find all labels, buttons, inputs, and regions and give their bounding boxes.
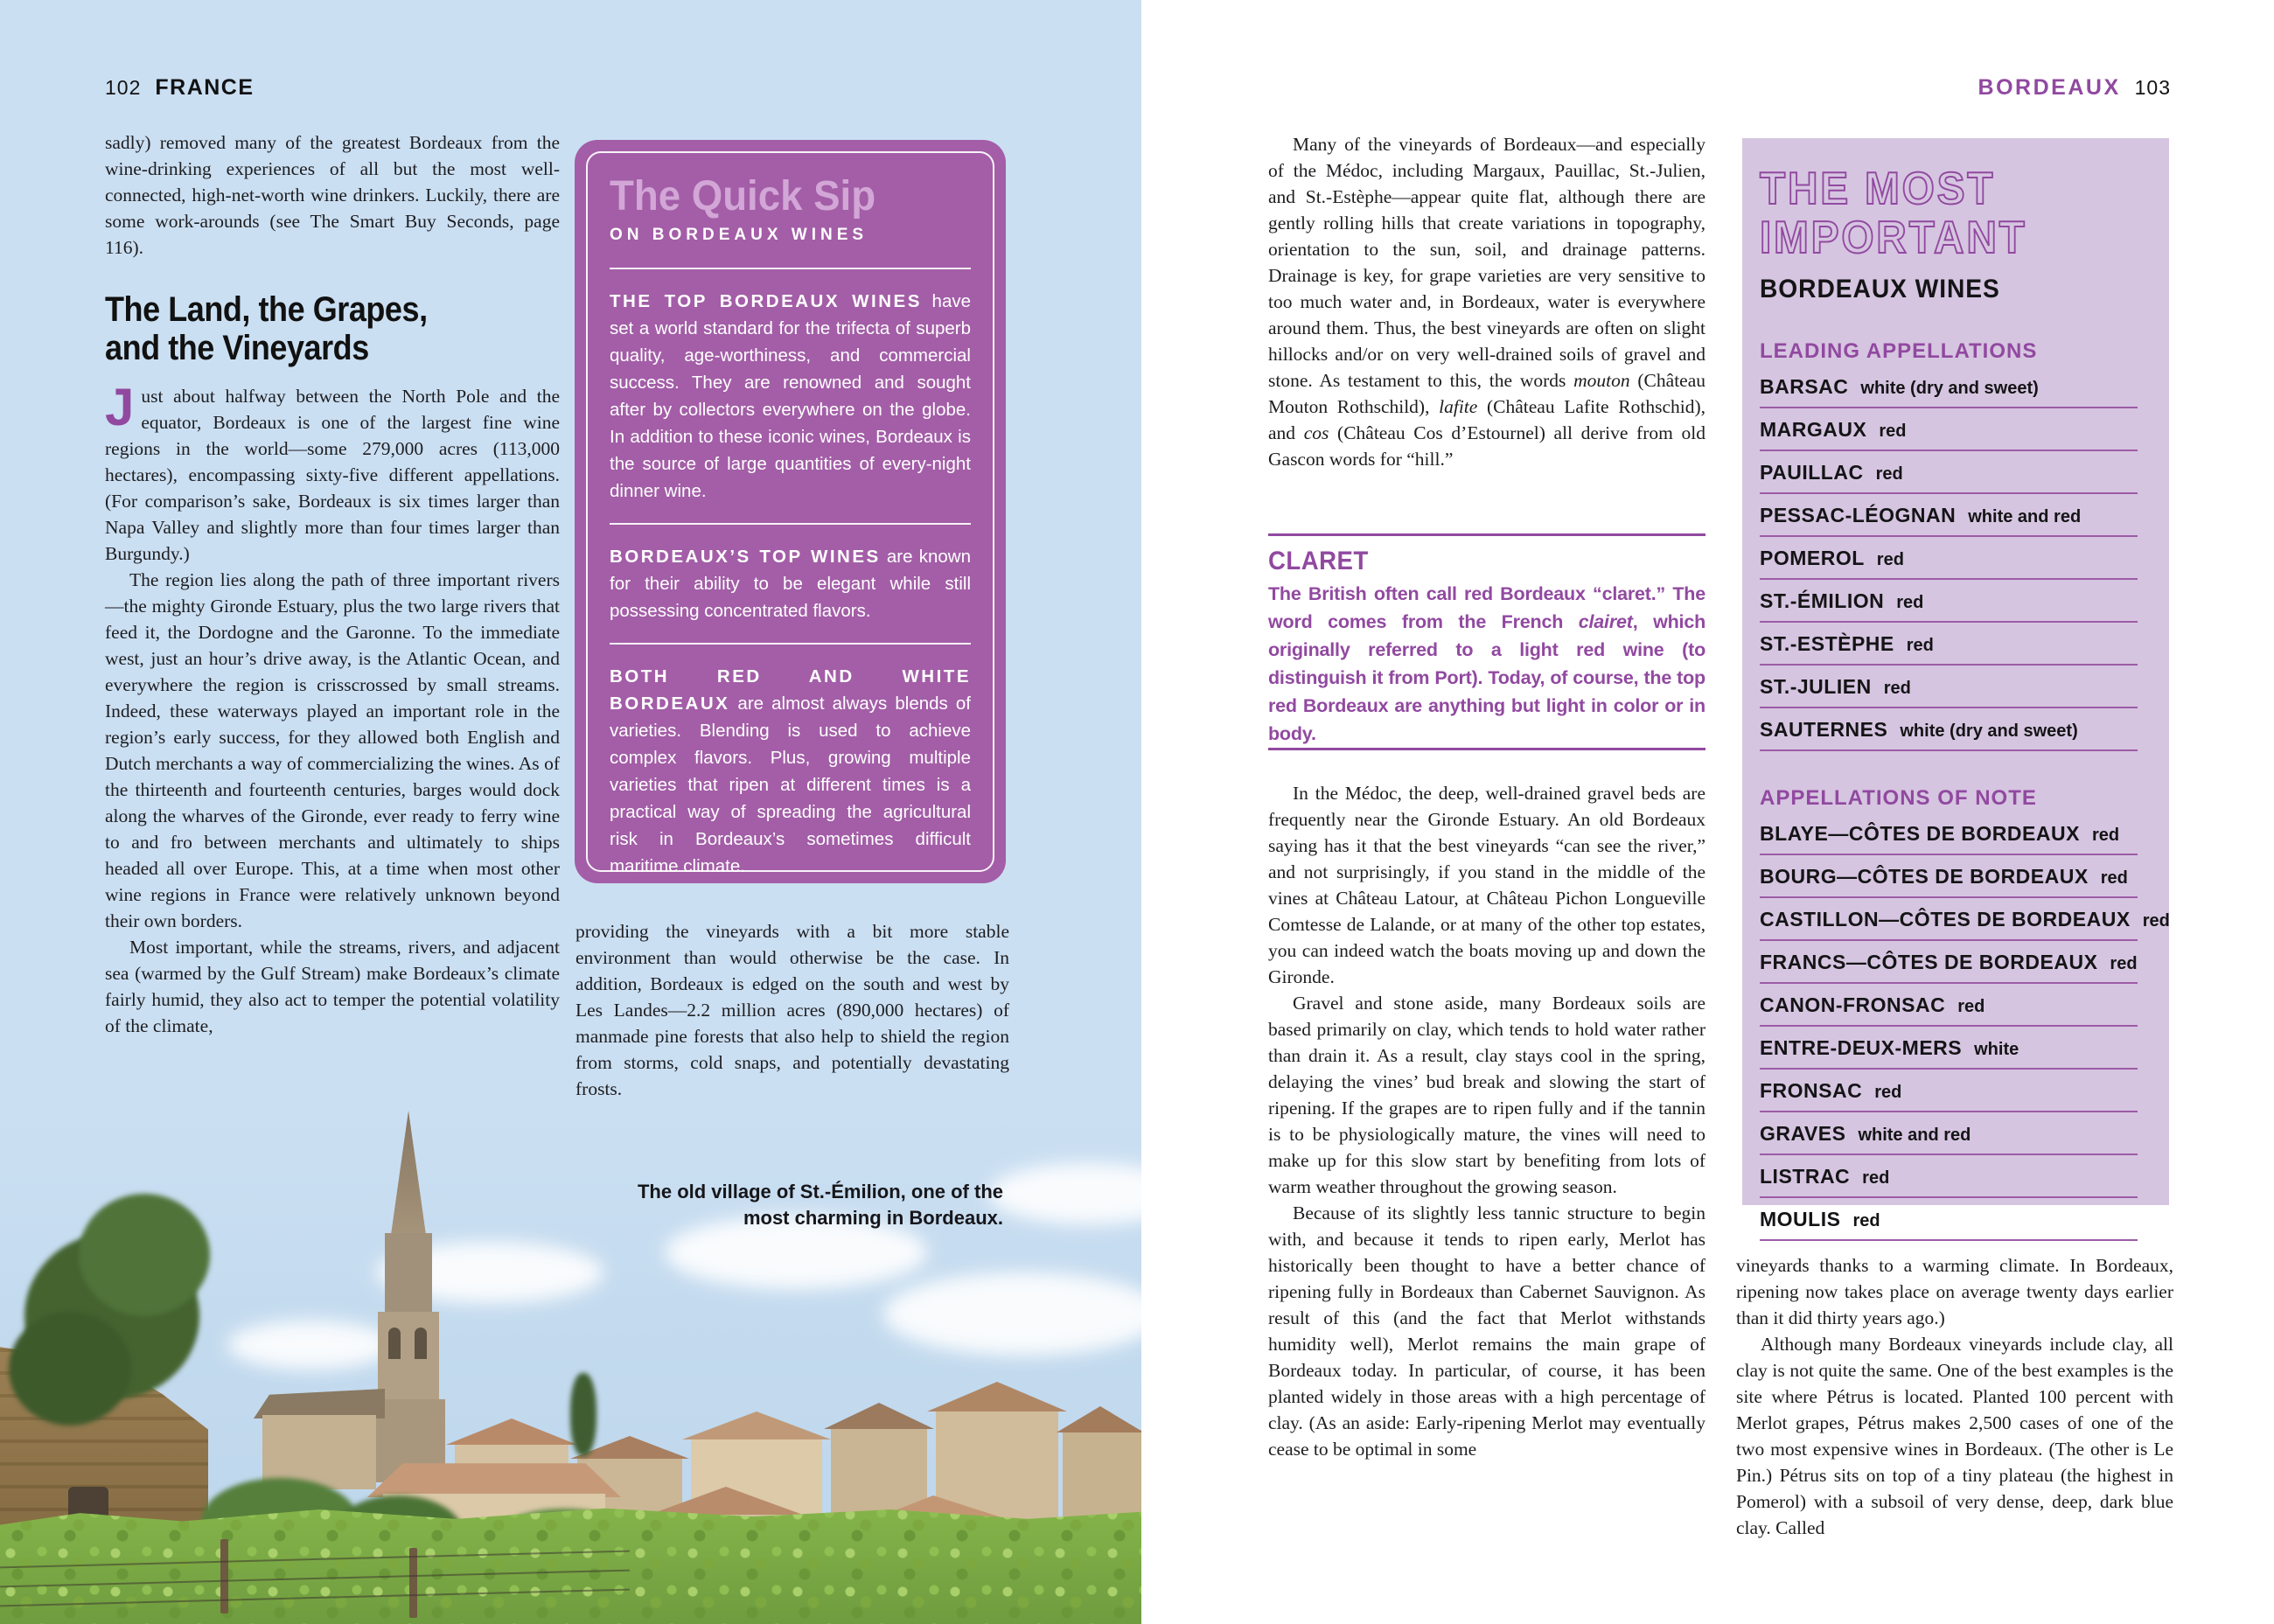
church-window [388, 1328, 401, 1359]
leading-appellations-heading: LEADING APPELLATIONS [1760, 339, 2038, 363]
page-right [1141, 0, 2274, 1624]
page-number-right: 103 [2134, 76, 2171, 99]
appellation-row: GRAVES white and red [1760, 1112, 2138, 1155]
running-head-left [105, 75, 255, 101]
paragraph: Most important, while the streams, rivers, and adjacent sea (warmed by the Gulf Stream) make Bordeaux’s climate fairly humid, they also act to temper the potential volatility of the climate, [105, 937, 560, 1036]
photo-caption: The old village of St.-Émilion, one of the most charming in Bordeaux. [637, 1181, 1003, 1229]
cloud [227, 1321, 394, 1370]
divider [1268, 533, 1706, 536]
divider [610, 523, 971, 525]
appellation-row: CASTILLON—CÔTES DE BORDEAUX red [1760, 898, 2138, 941]
house-roof [367, 1459, 621, 1497]
paragraph: Although many Bordeaux vineyards include clay, all clay is not quite the same. One of the best examples is the site where Pétrus is located. Planted 100 percent with Merlot grapes, Pétrus makes 2,500 cases of one of the two most expensive wines in Bordeaux. (The other is Le Pin.) Pétrus sits on top of a tiny plateau (the highest in Pomerol) with a subsoil of very dense, deep, dark blue clay. Called [1736, 1334, 2173, 1538]
tree [9, 1312, 131, 1425]
paragraph: Gravel and stone aside, many Bordeaux soils are based primarily on clay, which tends to hold water rather than drain it. As a result, clay stays cool in the spring, delaying the vines’ bud break and slowing the start of ripening. If the grapes are to ripen fully and if the tannin is to be physiologically mature, the vines will need to make up for this slow start by benefiting from lots of warm weather throughout the growing season. [1268, 993, 1706, 1197]
paragraph: The region lies along the path of three important rivers—the mighty Gironde Estuary, plus the two large rivers that feed it, the Dordogne and the Garonne. To the immediate west, just an hour’s drive away, is the Atlantic Ocean, and everywhere the region is crisscrossed by small streams. Indeed, these waterways played an important role in the region’s early success, for they allowed both English and Dutch merchants a way of commercializing the wines. As of the thirteenth and fourteenth centuries, barges would dock along the wharves of the Gironde, ever ready to ferry wine to and fro between merchants and ultimately to ships headed all over Europe. This, at a time when most other wine regions in France were relatively unknown beyond their own borders. [105, 569, 560, 931]
left-column-2 [575, 918, 1009, 1102]
appellation-row: ST.-JULIEN red [1760, 666, 2138, 708]
appellation-row: BLAYE—CÔTES DE BORDEAUX red [1760, 812, 2138, 855]
paragraph: vineyards thanks to a warming climate. In Bordeaux, ripening now takes place on average twenty days earlier than it did thirty years ago.) [1736, 1255, 2173, 1328]
divider [610, 268, 971, 269]
intro-paragraph: sadly) removed many of the greatest Bordeaux from the wine-drinking experiences of all but the most well-connected, high-net-worth wine drinkers. Luckily, there are some work-arounds (see The Smart Buy Seconds, page 116). [105, 132, 560, 258]
church-window [415, 1328, 427, 1359]
appellation-row: ENTRE-DEUX-MERS white [1760, 1027, 2138, 1070]
running-title-right: BORDEAUX [1978, 75, 2121, 100]
appellation-row: MARGAUX red [1760, 408, 2138, 451]
quick-sip-subtitle: ON BORDEAUX WINES [610, 226, 868, 244]
divider [610, 643, 971, 645]
paragraph: Many of the vineyards of Bordeaux—and especially of the Médoc, including Margaux, Pauillac, St.-Julien, and St.-Estèphe—appear quite flat, although there are gently rolling hills that create variations in topography, orientation to the sun, soil, and drainage patterns. Drainage is key, for grape varieties are very sensitive to too much water and, in Bordeaux, water is everywhere around them. Thus, the best vineyards are often on slight hillocks and/or on very well-drained soils of gravel and stone. As testament to this, the words mouton (Château Mouton Rothschild), lafite (Château Lafite Rothschid), and cos (Château Cos d’Estournel) all derive from old Gascon words for “hill.” [1268, 134, 1706, 470]
vineyard [0, 1506, 1141, 1624]
quick-sip-box [575, 140, 1006, 883]
appellation-row: PESSAC-LÉOGNAN white and red [1760, 494, 2138, 537]
appellation-row: ST.-ESTÈPHE red [1760, 623, 2138, 666]
paragraph: In the Médoc, the deep, well-drained gravel beds are frequently near the Gironde Estuary. An old Bordeaux saying has it that the best vineyards “can see the river,” and not surprisingly, if you stand in the middle of the vines at Château Latour, at Château Pichon Longueville Comtesse de Lalande, or at many of the other top estates, you can indeed watch the boats moving up and down the Gironde. [1268, 783, 1706, 987]
appellation-row: CANON-FRONSAC red [1760, 984, 2138, 1027]
appellation-row: FRANCS—CÔTES DE BORDEAUX red [1760, 941, 2138, 984]
quick-sip-section: BOTH RED AND WHITE BORDEAUX are almost always blends of varieties. Blending is used to achieve complex flavors. Plus, growing multiple varieties that ripen at different times is a practical way of spreading the agricultural risk in Bordeaux’s sometimes difficult maritime climate. [610, 666, 971, 876]
running-title-left: FRANCE [155, 75, 255, 100]
left-column-1 [105, 129, 560, 1039]
appellation-row: MOULIS red [1760, 1198, 2138, 1241]
appellation-row: PAUILLAC red [1760, 451, 2138, 494]
claret-callout [1268, 533, 1706, 750]
running-head-right [1978, 75, 2171, 101]
fence-post [220, 1539, 228, 1614]
sidebar-subtitle: BORDEAUX WINES [1760, 275, 2000, 303]
paragraph: Because of its slightly less tannic structure to begin with, and because it tends to ripen early, Merlot has historically been thought to have a better chance of ripening fully in Bordeaux than Cabernet Sauvignon. As result of this (and the fact that Merlot withstands humidity well), Merlot remains the main grape of Bordeaux today. In particular, of course, it has been planted widely in those areas with a high percentage of clay. (As an aside: Early-ripening Merlot may eventually cease to be optimal in some [1268, 1202, 1706, 1460]
divider [1268, 748, 1706, 750]
appellations-of-note-heading: APPELLATIONS OF NOTE [1760, 786, 2037, 810]
appellation-row: ST.-ÉMILION red [1760, 580, 2138, 623]
appellations-sidebar [1742, 138, 2170, 1230]
appellation-row: SAUTERNES white (dry and sweet) [1760, 708, 2138, 751]
fence-post [409, 1548, 417, 1618]
dropcap-paragraph: Just about halfway between the North Pole and the equator, Bordeaux is one of the largest fine wine regions in the world—some 279,000 acres (113,000 hectares), encompassing sixty-five different appellations. (For comparison’s sake, Bordeaux is six times larger than Napa Valley and slightly more than four times larger than Burgundy.) [105, 378, 560, 564]
section-heading: The Land, the Grapes, and the Vineyards [105, 290, 428, 367]
appellation-row: FRONSAC red [1760, 1070, 2138, 1112]
page-number-left: 102 [105, 76, 142, 99]
right-column-1 [1268, 131, 1706, 1462]
drop-cap: J [105, 378, 135, 436]
cypress-tree [570, 1373, 596, 1456]
appellation-row: BOURG—CÔTES DE BORDEAUX red [1760, 855, 2138, 898]
appellation-row: BARSAC white (dry and sweet) [1760, 366, 2138, 408]
appellation-row: LISTRAC red [1760, 1155, 2138, 1198]
sidebar-title: THE MOST IMPORTANT [1760, 164, 2027, 263]
tree [79, 1194, 210, 1316]
appellation-row: POMEROL red [1760, 537, 2138, 580]
quick-sip-section: THE TOP BORDEAUX WINES have set a world standard for the trifecta of superb quality, age-worthiness, and commercial success. They are renowned and sought after by collectors everywhere on the globe. In addition to these iconic wines, Bordeaux is the source of large quantities of every-night dinner wine. [610, 291, 972, 501]
church-bell-tower [378, 1312, 439, 1401]
right-column-2 [1736, 1252, 2173, 1541]
claret-heading: CLARET [1268, 547, 1369, 575]
church-tower-upper [385, 1233, 432, 1314]
quick-sip-title: The Quick Sip [610, 173, 876, 220]
quick-sip-section: BORDEAUX’S TOP WINES are known for their ability to be elegant while still possessing concentrated flavors. [610, 547, 972, 621]
continuation-paragraph: providing the vineyards with a bit more stable environment than would otherwise be the case. In addition, Bordeaux is edged on the south and west by Les Landes—2.2 million acres (890,000 hectares) of manmade pine forests that also help to shield the region from storms, cold snaps, and potentially devastating frosts. [575, 921, 1009, 1099]
claret-text: The British often call red Bordeaux “claret.” The word comes from the French clairet, which originally referred to a light red wine (to distinguish it from Port). Today, of course, the top red Bordeaux are anything but light in color or in body. [1268, 583, 1706, 744]
